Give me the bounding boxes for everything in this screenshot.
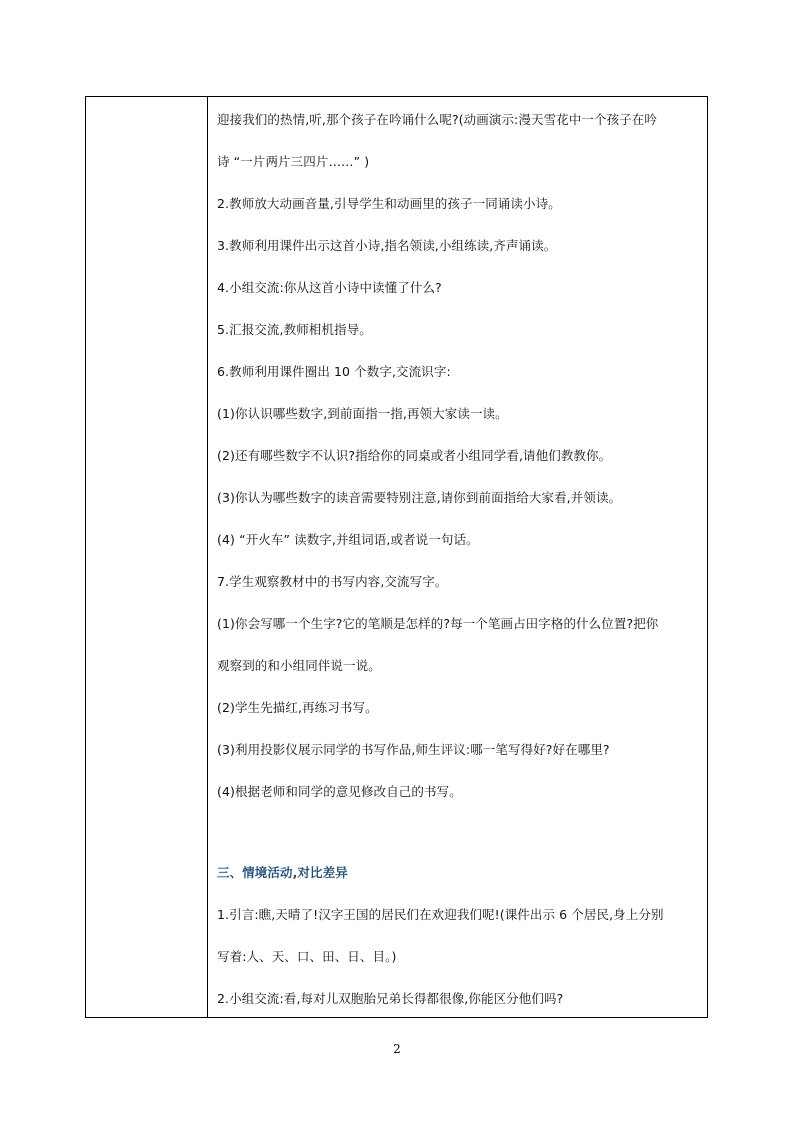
text-line: 4.小组交流:你从这首小诗中读懂了什么? xyxy=(217,280,442,295)
text-line: (2)学生先描红,再练习书写。 xyxy=(217,700,378,715)
text-line: 5.汇报交流,教师相机指导。 xyxy=(217,322,372,337)
text-line: (1)你会写哪一个生字?它的笔顺是怎样的?每一个笔画占田字格的什么位置?把你 xyxy=(217,616,659,631)
page-number: 2 xyxy=(393,1042,401,1056)
section-heading: 三、情境活动,对比差异 xyxy=(217,865,348,880)
text-line: 3.教师利用课件出示这首小诗,指名领读,小组练读,齐声诵读。 xyxy=(217,238,557,253)
text-line: 7.学生观察教材中的书写内容,交流写字。 xyxy=(217,574,448,589)
text-line: 写着:人、天、口、田、日、目。) xyxy=(217,949,397,964)
text-line: (1)你认识哪些数字,到前面指一指,再领大家读一读。 xyxy=(217,406,508,421)
text-line: 6.教师利用课件圈出 10 个数字,交流识字: xyxy=(217,364,451,379)
text-line: 1.引言:瞧,天晴了!汉字王国的居民们在欢迎我们呢!(课件出示 6 个居民,身上分别 xyxy=(217,907,664,922)
text-line: 迎接我们的热情,听,那个孩子在吟诵什么呢?(动画演示:漫天雪花中一个孩子在吟 xyxy=(217,112,657,127)
text-line: (3)利用投影仪展示同学的书写作品,师生评议:哪一笔写得好?好在哪里? xyxy=(217,742,610,757)
text-line: 2.小组交流:看,每对儿双胞胎兄弟长得都很像,你能区分他们吗? xyxy=(217,991,564,1006)
lesson-table xyxy=(85,96,708,1018)
text-line: (4) “开火车” 读数字,并组词语,或者说一句话。 xyxy=(217,532,479,547)
text-line: 诗 “一片两片三四片……” ) xyxy=(217,154,370,169)
content-cell xyxy=(208,97,707,1017)
text-line: (4)根据老师和同学的意见修改自己的书写。 xyxy=(217,784,462,799)
text-line: 2.教师放大动画音量,引导学生和动画里的孩子一同诵读小诗。 xyxy=(217,196,561,211)
text-line: (2)还有哪些数字不认识?指给你的同桌或者小组同学看,请他们教教你。 xyxy=(217,448,612,463)
text-line: 观察到的和小组同伴说一说。 xyxy=(217,658,381,673)
text-line: (3)你认为哪些数字的读音需要特别注意,请你到前面指给大家看,并领读。 xyxy=(217,490,622,505)
